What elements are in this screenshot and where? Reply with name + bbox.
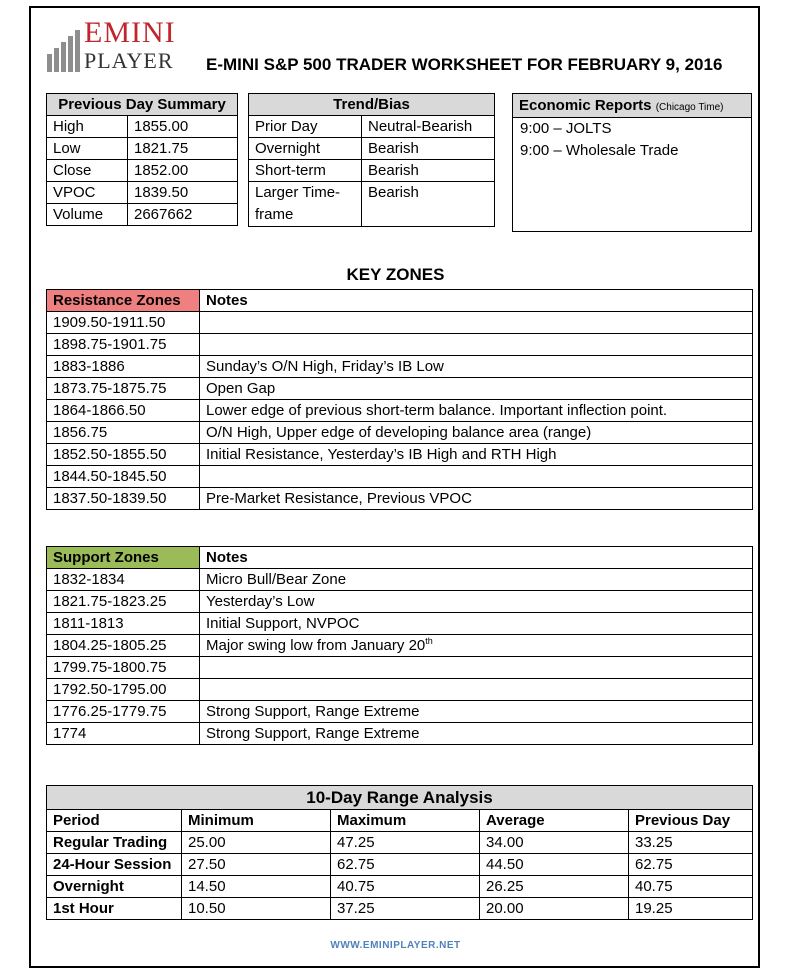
- pd-label: VPOC: [47, 182, 128, 204]
- key-zones-title: KEY ZONES: [346, 265, 445, 284]
- support-zone: 1792.50-1795.00: [47, 679, 200, 701]
- range-value: 33.25: [629, 832, 753, 854]
- range-value: 27.50: [182, 854, 331, 876]
- resistance-row: [47, 400, 753, 422]
- resistance-note: [200, 334, 753, 356]
- trend-header: Trend/Bias: [249, 94, 495, 116]
- range-table: [46, 785, 753, 920]
- pd-value: 1839.50: [128, 182, 238, 204]
- trend-label: Larger Time- frame: [249, 182, 362, 227]
- range-value: 62.75: [331, 854, 480, 876]
- support-zone: 1821.75-1823.25: [47, 591, 200, 613]
- economic-reports-box: [512, 93, 752, 232]
- trend-value: Neutral-Bearish: [362, 116, 495, 138]
- range-value: 19.25: [629, 898, 753, 920]
- resistance-row: [47, 356, 753, 378]
- resistance-note: Initial Resistance, Yesterday’s IB High and RTH High: [200, 444, 753, 466]
- pd-label: Volume: [47, 204, 128, 226]
- economic-header: Economic Reports (Chicago Time): [513, 94, 751, 118]
- support-note: [200, 657, 753, 679]
- superscript: th: [425, 636, 433, 646]
- previous-day-table: [46, 93, 238, 226]
- resistance-zone: 1852.50-1855.50: [47, 444, 200, 466]
- page-title: E-MINI S&P 500 TRADER WORKSHEET FOR FEBRUARY 9, 2016: [206, 55, 723, 74]
- range-row: [47, 876, 753, 898]
- support-zone: 1832-1834: [47, 569, 200, 591]
- range-columns-row: [47, 810, 753, 832]
- support-row: [47, 679, 753, 701]
- trend-value: Bearish: [362, 160, 495, 182]
- support-zone: 1776.25-1779.75: [47, 701, 200, 723]
- support-note: Major swing low from January 20th: [200, 635, 753, 657]
- range-value: 34.00: [480, 832, 629, 854]
- support-row: [47, 723, 753, 745]
- logo-player: PLAYER: [84, 48, 174, 73]
- range-value: 26.25: [480, 876, 629, 898]
- resistance-zone: 1883-1886: [47, 356, 200, 378]
- range-value: 14.50: [182, 876, 331, 898]
- economic-item: 9:00 – JOLTS: [520, 120, 612, 137]
- trend-value: Bearish: [362, 138, 495, 160]
- resistance-zone: 1909.50-1911.50: [47, 312, 200, 334]
- range-value: 62.75: [629, 854, 753, 876]
- resistance-zone: 1844.50-1845.50: [47, 466, 200, 488]
- resistance-row: [47, 378, 753, 400]
- resistance-zone: 1837.50-1839.50: [47, 488, 200, 510]
- range-row: [47, 832, 753, 854]
- pd-value: 1852.00: [128, 160, 238, 182]
- range-period: 1st Hour: [47, 898, 182, 920]
- economic-item: 9:00 – Wholesale Trade: [520, 142, 679, 159]
- pd-value: 1821.75: [128, 138, 238, 160]
- resistance-note: Sunday’s O/N High, Friday’s IB Low: [200, 356, 753, 378]
- support-note: [200, 679, 753, 701]
- pd-label: Low: [47, 138, 128, 160]
- range-value: 10.50: [182, 898, 331, 920]
- support-zone: 1799.75-1800.75: [47, 657, 200, 679]
- support-zone: 1774: [47, 723, 200, 745]
- support-note: Strong Support, Range Extreme: [200, 723, 753, 745]
- range-column-header: Period: [47, 810, 182, 832]
- range-column-header: Average: [480, 810, 629, 832]
- support-note: Initial Support, NVPOC: [200, 613, 753, 635]
- resistance-row: [47, 334, 753, 356]
- previous-day-header: Previous Day Summary: [47, 94, 238, 116]
- support-zone: 1811-1813: [47, 613, 200, 635]
- logo-emini: EMINI: [84, 16, 176, 49]
- resistance-header: Resistance Zones: [47, 290, 200, 312]
- support-note: Yesterday’s Low: [200, 591, 753, 613]
- trend-label: Overnight: [249, 138, 362, 160]
- range-value: 37.25: [331, 898, 480, 920]
- pd-value: 1855.00: [128, 116, 238, 138]
- resistance-row: [47, 422, 753, 444]
- resistance-note: Open Gap: [200, 378, 753, 400]
- support-row: [47, 591, 753, 613]
- range-period: Overnight: [47, 876, 182, 898]
- range-value: 20.00: [480, 898, 629, 920]
- support-zone: 1804.25-1805.25: [47, 635, 200, 657]
- range-column-header: Maximum: [331, 810, 480, 832]
- range-value: 40.75: [331, 876, 480, 898]
- support-notes-header: Notes: [200, 547, 753, 569]
- resistance-row: [47, 466, 753, 488]
- range-value: 25.00: [182, 832, 331, 854]
- range-period: Regular Trading: [47, 832, 182, 854]
- support-row: [47, 613, 753, 635]
- resistance-table: [46, 289, 753, 510]
- range-value: 44.50: [480, 854, 629, 876]
- support-row: [47, 701, 753, 723]
- resistance-row: [47, 488, 753, 510]
- range-value: 40.75: [629, 876, 753, 898]
- resistance-note: Pre-Market Resistance, Previous VPOC: [200, 488, 753, 510]
- trend-table: [248, 93, 495, 227]
- support-note: Strong Support, Range Extreme: [200, 701, 753, 723]
- support-note: Micro Bull/Bear Zone: [200, 569, 753, 591]
- support-row: [47, 569, 753, 591]
- range-row: [47, 898, 753, 920]
- support-row: [47, 635, 753, 657]
- resistance-note: [200, 312, 753, 334]
- resistance-zone: 1856.75: [47, 422, 200, 444]
- range-row: [47, 854, 753, 876]
- trend-value: Bearish: [362, 182, 495, 227]
- range-column-header: Minimum: [182, 810, 331, 832]
- range-period: 24-Hour Session: [47, 854, 182, 876]
- support-header: Support Zones: [47, 547, 200, 569]
- range-title: 10-Day Range Analysis: [47, 786, 753, 810]
- resistance-zone: 1873.75-1875.75: [47, 378, 200, 400]
- range-value: 47.25: [331, 832, 480, 854]
- support-table: [46, 546, 753, 745]
- support-row: [47, 657, 753, 679]
- logo-bars-icon: [47, 26, 87, 72]
- pd-label: High: [47, 116, 128, 138]
- pd-value: 2667662: [128, 204, 238, 226]
- resistance-note: O/N High, Upper edge of developing balance area (range): [200, 422, 753, 444]
- resistance-notes-header: Notes: [200, 290, 753, 312]
- pd-label: Close: [47, 160, 128, 182]
- footer-url: WWW.EMINIPLAYER.NET: [330, 940, 461, 951]
- resistance-row: [47, 444, 753, 466]
- range-column-header: Previous Day: [629, 810, 753, 832]
- resistance-zone: 1864-1866.50: [47, 400, 200, 422]
- resistance-note: Lower edge of previous short-term balance. Important inflection point.: [200, 400, 753, 422]
- resistance-note: [200, 466, 753, 488]
- trend-label: Prior Day: [249, 116, 362, 138]
- trend-label: Short-term: [249, 160, 362, 182]
- resistance-row: [47, 312, 753, 334]
- resistance-zone: 1898.75-1901.75: [47, 334, 200, 356]
